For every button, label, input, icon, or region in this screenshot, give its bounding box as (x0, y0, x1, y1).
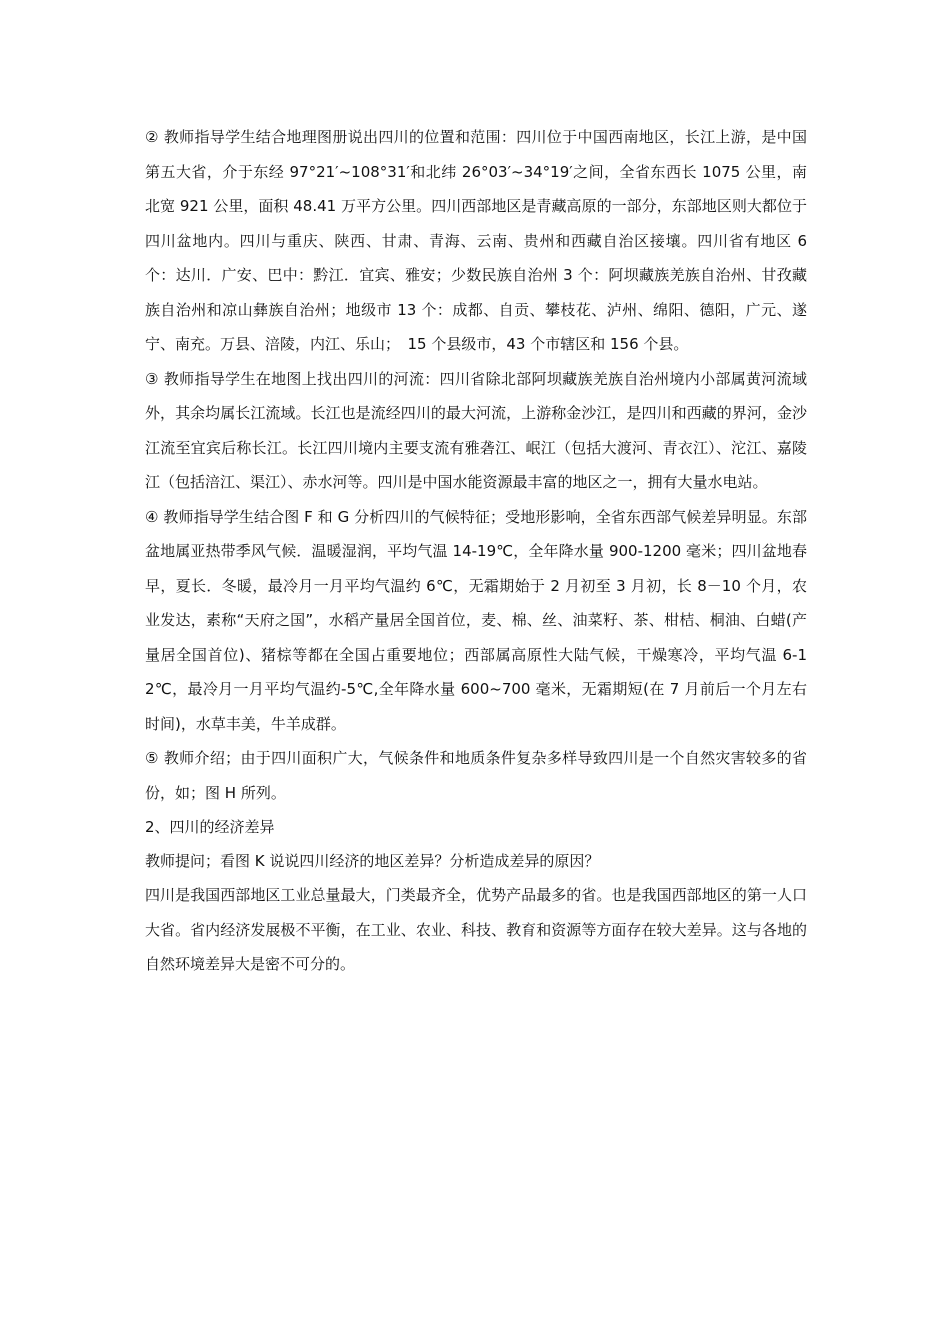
paragraph-climate: ④ 教师指导学生结合图 F 和 G 分析四川的气候特征；受地形影响，全省东西部气候差异明显。东部盆地属亚热带季风气候．温暖湿润，平均气温 14-19℃，全年降水量 900-1200 毫米；四川盆地春早，夏长．冬暖，最冷月一月平均气温约 6℃，无霜期始于 2 月初至 3 月初，长 8－10 个月，农业发达，素称“天府之国”，水稻产量居全国首位，麦、棉、丝、油菜籽、茶、柑桔、桐油、白蜡(产量居全国首位)、猪棕等都在全国占重要地位；西部属高原性大陆气候，干燥寒冷，平均气温 6-12℃，最冷月一月平均气温约-5℃,全年降水量 600~700 毫米，无霜期短(在 7 月前后一个月左右时间)，水草丰美，牛羊成群。 (145, 507, 807, 733)
section-heading-economy: 2、四川的经济差异 (145, 818, 275, 836)
paragraph-rivers: ③ 教师指导学生在地图上找出四川的河流：四川省除北部阿坝藏族羌族自治州境内小部属黄河流域外，其余均属长江流域。长江也是流经四川的最大河流，上游称金沙江，是四川和西藏的界河，金沙江流至宜宾后称长江。长江四川境内主要支流有雅砻江、岷江（包括大渡河、青衣江）、沱江、嘉陵江（包括涪江、渠江）、赤水河等。四川是中国水能资源最丰富的地区之一，拥有大量水电站。 (145, 369, 807, 491)
teacher-question: 教师提问；看图 K 说说四川经济的地区差异？分析造成差异的原因？ (145, 852, 600, 870)
paragraph-economy: 四川是我国西部地区工业总量最大，门类最齐全，优势产品最多的省。也是我国西部地区的第一人口大省。省内经济发展极不平衡，在工业、农业、科技、教育和资源等方面存在较大差异。这与各地的自然环境差异大是密不可分的。 (145, 886, 807, 973)
paragraph-disasters: ⑤ 教师介绍；由于四川面积广大，气候条件和地质条件复杂多样导致四川是一个自然灾害较多的省份，如；图 H 所列。 (145, 749, 807, 802)
paragraph-location: ② 教师指导学生结合地理图册说出四川的位置和范围：四川位于中国西南地区，长江上游，是中国第五大省，介于东经 97°21′~108°31′和北纬 26°03′~34°19′之间，全省东西长 1075 公里，南北宽 921 公里，面积 48.41 万平方公里。四川西部地区是青藏高原的一部分，东部地区则大都位于四川盆地内。四川与重庆、陕西、甘肃、青海、云南、贵州和西藏自治区接壤。四川省有地区 6 个：达川．广安、巴中：黔江．宜宾、雅安；少数民族自治州 3 个：阿坝藏族羌族自治州、甘孜藏族自治州和凉山彝族自治州；地级市 13 个：成都、自贡、攀枝花、泸州、绵阳、德阳，广元、遂宁、南充。万县、涪陵，内江、乐山； 15 个县级市，43 个市辖区和 156 个县。 (145, 128, 807, 353)
document-body (145, 120, 807, 982)
